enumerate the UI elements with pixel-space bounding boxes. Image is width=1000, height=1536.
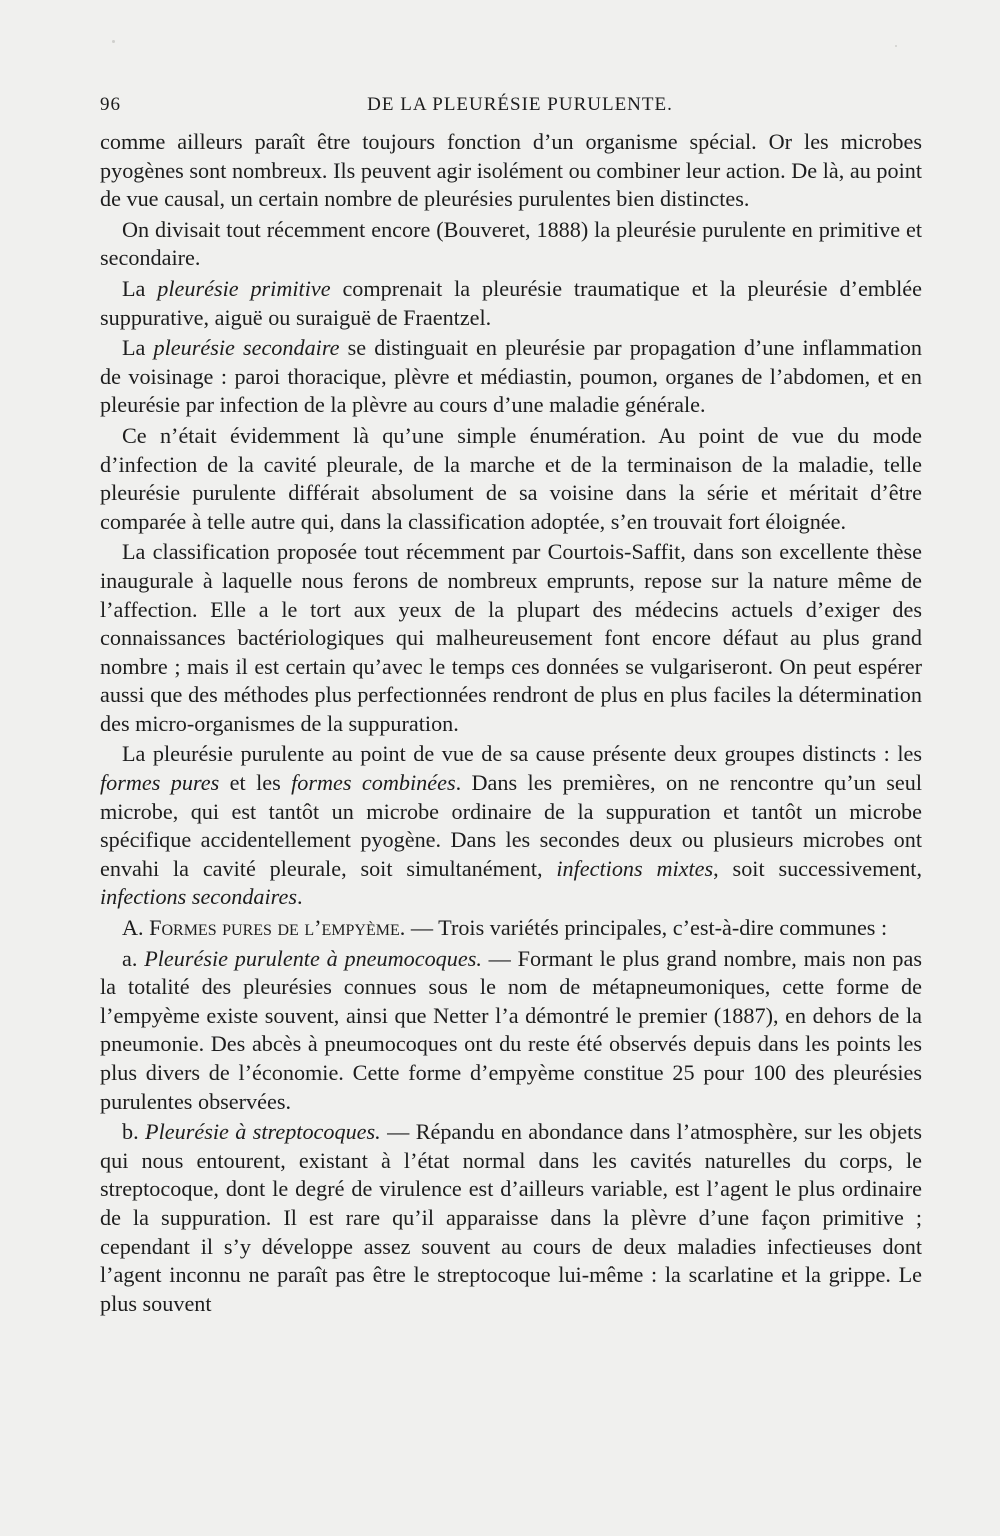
section-letter: A. [122,915,150,941]
paragraph-text: et les [219,770,292,796]
paragraph-2 [100,216,922,273]
paper-speck [112,40,115,43]
paragraph-streptocoques [100,1118,922,1318]
paragraph-text: La [122,335,154,361]
paragraph-4 [100,334,922,420]
paragraph-text: . [296,884,303,910]
paper-speck [895,45,897,47]
paragraph-text: La classification proposée tout récemment par Courtois-Saffit, dans son excellente thèse inaugurale à laquelle nous ferons de nombreux emprunts, repose sur la nature même de l’affection. Elle a le tort aux yeux de la plupart des médecins actuels d’exiger des connaissances bactériologiques qui malheureusement font encore défaut au plus grand nombre ; mais il est certain qu’avec le temps ces données se vulgariseront. On peut espérer aussi que des méthodes plus perfectionnées rendront de plus en plus faciles la détermination des micro-organismes de la suppuration. [100,539,922,736]
paragraph-text: se distinguait en pleurésie par propagation d’une inflammation de voisinage : paroi thoracique, plèvre et médiastin, poumon, organes de l’abdomen, et en pleurésie par infection de la plèvre au cours d’une maladie générale. [100,335,923,418]
item-letter: a. [122,945,145,971]
paragraph-text: , soit successivement, [713,855,923,881]
body-text [100,128,922,1318]
subsection-title: Pleurésie purulente à pneumocoques. [144,945,482,971]
paragraph-text: — Trois variétés principales, c’est-à-dire communes : [405,915,888,941]
paragraph-text: Ce n’était évidemment là qu’une simple énumération. Au point de vue du mode d’infection de la cavité pleurale, de la marche et de la terminaison de la maladie, telle pleurésie purulente différait absolument de sa voisine dans la série et méritait d’être comparée à telle autre qui, dans la classification adoptée, s’en trouvait fort éloignée. [100,422,922,534]
italic-term: formes combinées [291,770,456,796]
italic-term: pleurésie primitive [157,275,331,301]
italic-term: infections secondaires [100,884,297,910]
paragraph-7 [100,740,922,912]
italic-term: pleurésie secondaire [153,335,340,361]
page-header [100,94,920,120]
paragraph-text: La [122,275,158,301]
paragraph-pneumocoques [100,945,922,1117]
paragraph-text: comme ailleurs paraît être toujours fonction d’un organisme spécial. Or les microbes pyogènes sont nombreux. Ils peuvent agir isolément ou combiner leur action. De là, au point de vue causal, un certain nombre de pleurésies purulentes bien distinctes. [100,129,922,212]
paragraph-5 [100,422,922,536]
paragraph-text: La pleurésie purulente au point de vue de sa cause présente deux groupes distincts : les [122,741,922,767]
paragraph-text: . Dans les premières, on ne rencontre qu’un seul microbe, qui est tantôt un microbe ordinaire de la suppuration et tantôt un microbe spécifique accidentellement pyogène. Dans les secondes deux ou plusieurs microbes ont envahi la cavité pleurale, soit simultanément, [100,770,922,881]
subsection-title: Pleurésie à streptocoques. [145,1119,381,1145]
section-heading: Formes pures de l’empyème. [149,915,406,941]
section-heading-paragraph [100,914,922,943]
paragraph-text: — Formant le plus grand nombre, mais non pas la totalité des pleurésies connues sous le nom de métapneumoniques, cette forme de l’empyème existe souvent, ainsi que Netter l’a démontré le premier (1887), en dehors de la pneumonie. Des abcès à pneumocoques ont du reste été observés depuis dans les points les plus divers de l’économie. Cette forme d’empyème constitue 25 pour 100 des pleurésies purulentes observées. [100,945,922,1114]
paragraph-text: — Répandu en abondance dans l’atmosphère, sur les objets qui nous entourent, existant à l’état normal dans les cavités naturelles du corps, le streptocoque, dont le degré de virulence est d’ailleurs variable, est l’agent le plus ordinaire de la suppuration. Il est rare qu’il apparaisse dans la plèvre d’une façon primitive ; cependant il s’y développe assez souvent au cours de deux maladies infectieuses dont l’agent inconnu ne paraît pas être le streptocoque lui-même : la scarlatine et la grippe. Le plus souvent [100,1119,922,1316]
paragraph-6 [100,538,922,738]
italic-term: infections mixtes [556,855,714,881]
paragraph-1 [100,128,922,214]
italic-term: formes pures [100,770,220,796]
item-letter: b. [122,1119,146,1145]
paragraph-text: On divisait tout récemment encore (Bouveret, 1888) la pleurésie purulente en primitive et secondaire. [100,216,922,271]
paragraph-3 [100,275,922,332]
running-title: DE LA PLEURÉSIE PURULENTE. [367,94,673,115]
page-number: 96 [100,94,121,115]
paragraph-text: comprenait la pleurésie traumatique et la pleurésie d’emblée suppurative, aiguë ou suraiguë de Fraentzel. [100,275,923,330]
